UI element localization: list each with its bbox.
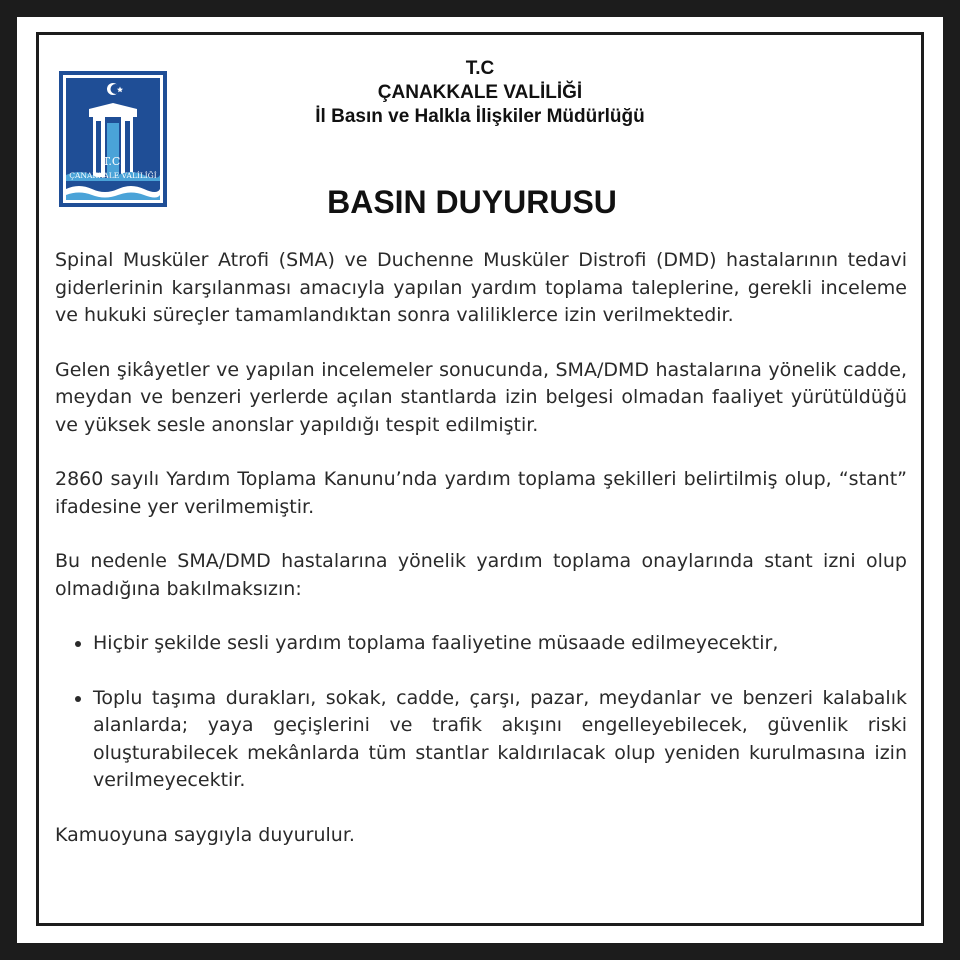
logo-label-bottom: ÇANAKKALE VALİLİĞİ bbox=[69, 171, 157, 180]
document-page bbox=[17, 17, 943, 943]
announcement-body bbox=[55, 247, 907, 849]
header-directorate: İl Basın ve Halkla İlişkiler Müdürlüğü bbox=[315, 106, 645, 127]
list-item: • Hiçbir şekilde sesli yardım toplama faaliyetine müsaade edilmeyecektir, bbox=[93, 630, 907, 658]
header-governorship: ÇANAKKALE VALİLİĞİ bbox=[377, 82, 583, 103]
list-item: • Toplu taşıma durakları, sokak, cadde, çarşı, pazar, meydanlar ve benzeri kalabalık alanlarda; yaya geçişlerini ve trafik akışını engelleyebilecek, güvenlik riski oluşturabilecek mekânlarda tüm stantlar kaldırılacak olup yeniden kurulmasına izin verilmeyecektir. bbox=[93, 685, 907, 795]
paragraph-intro: Spinal Musküler Atrofi (SMA) ve Duchenne Musküler Distrofi (DMD) hastalarının tedavi giderlerinin karşılanması amacıyla yapılan yardım toplama taleplerine, gerekli inceleme ve hukuki süreçler tamamlandıktan sonra valiliklerce izin verilmektedir. bbox=[55, 249, 907, 326]
closing-line: Kamuoyuna saygıyla duyurulur. bbox=[55, 823, 355, 846]
paragraph-law: 2860 sayılı Yardım Toplama Kanunu’nda yardım toplama şekilleri belirtilmiş olup, “stant” ifadesine yer verilmemiştir. bbox=[55, 468, 907, 518]
header-tc: T.C bbox=[465, 58, 495, 79]
page-title: BASIN DUYURUSU bbox=[327, 184, 617, 220]
paragraph-findings: Gelen şikâyetler ve yapılan incelemeler sonucunda, SMA/DMD hastalarına yönelik cadde, meydan ve benzeri yerlerde açılan stantlarda izin belgesi olmadan faaliyet yürütüldüğü ve yüksek sesle anonslar yapıldığı tespit edilmiştir. bbox=[55, 358, 907, 436]
canakkale-governorship-logo bbox=[59, 71, 167, 207]
measures-list bbox=[55, 630, 907, 795]
logo-label-top: T.C. bbox=[102, 155, 124, 168]
institution-header bbox=[167, 57, 793, 129]
paragraph-measures-intro: Bu nedenle SMA/DMD hastalarına yönelik yardım toplama onaylarında stant izni olup olmadığına bakılmaksızın: bbox=[55, 550, 907, 600]
